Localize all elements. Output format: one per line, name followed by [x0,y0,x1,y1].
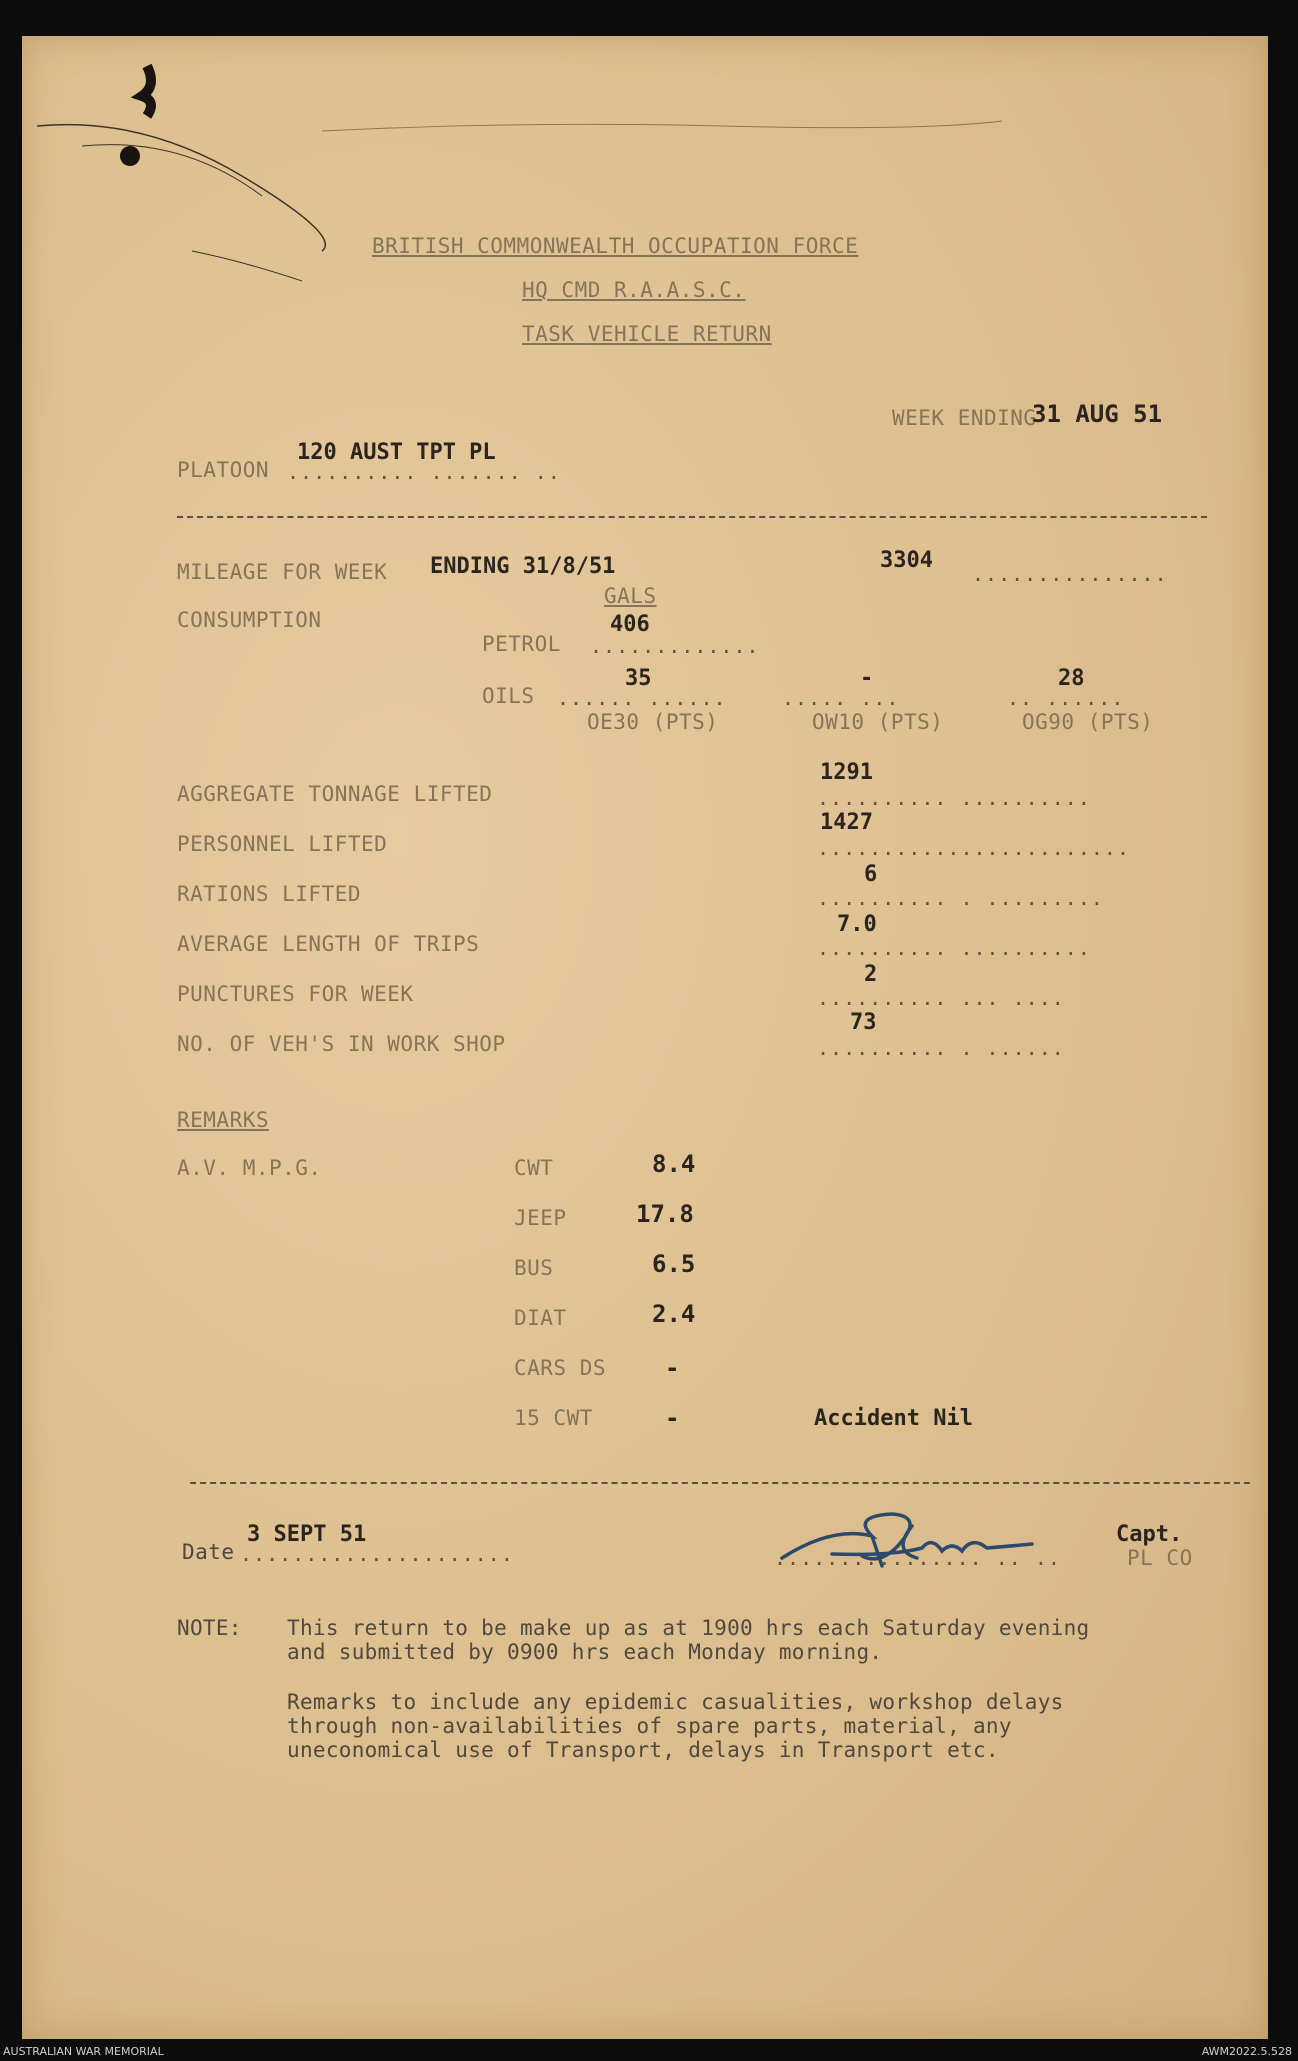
header-subtitle: HQ CMD R.A.A.S.C. [522,278,746,302]
remark-label-diat: DIAT [514,1306,567,1330]
stat-value-rations: 6 [864,862,878,887]
header-form-name: TASK VEHICLE RETURN [522,322,772,346]
stat-label-personnel: PERSONNEL LIFTED [177,832,388,856]
stat-label-trips: AVERAGE LENGTH OF TRIPS [177,932,480,956]
archive-credit-right: AWM2022.5.528 [1201,2045,1292,2058]
note-label: NOTE: [177,1616,242,1640]
date-dots: ..................... [240,1542,514,1566]
date-label: Date [182,1540,235,1564]
petrol-dots: ............. [590,634,760,658]
week-ending-value: 31 AUG 51 [1032,400,1163,428]
stat-value-trips: 7.0 [837,912,877,937]
remark-label-cars: CARS DS [514,1356,607,1380]
stat-label-workshop: NO. OF VEH'S IN WORK SHOP [177,1032,506,1056]
stat-label-rations: RATIONS LIFTED [177,882,362,906]
remark-value-cars: - [665,1354,680,1382]
signature-position: PL CO [1127,1546,1193,1570]
remark-label-15cwt: 15 CWT [514,1406,593,1430]
stat-dots-tonnage: .......... .......... [817,786,1091,810]
og90-label: OG90 (PTS) [1022,710,1154,734]
avmpg-label: A.V. M.P.G. [177,1156,322,1180]
accident-remark: Accident Nil [814,1406,973,1431]
remark-label-cwt: CWT [514,1156,554,1180]
consumption-label: CONSUMPTION [177,608,322,632]
platoon-dots: .......... ....... .. [287,460,561,484]
remark-value-diat: 2.4 [652,1300,696,1328]
mileage-label: MILEAGE FOR WEEK [177,560,388,584]
stat-value-personnel: 1427 [820,810,873,835]
ow10-value: - [860,666,874,691]
header-title: BRITISH COMMONWEALTH OCCUPATION FORCE [372,234,859,258]
note-line-5: uneconomical use of Transport, delays in Transport etc. [287,1738,999,1762]
remark-label-bus: BUS [514,1256,554,1280]
stat-dots-punctures: .......... ... .... [817,986,1065,1010]
oe30-label: OE30 (PTS) [587,710,719,734]
remark-value-bus: 6.5 [652,1250,696,1278]
note-line-3: Remarks to include any epidemic casualities, workshop delays [287,1690,1064,1714]
stat-dots-personnel: ........................ [817,836,1130,860]
oils-dots-2: ..... ... [782,686,900,710]
document-page [22,36,1268,2039]
mileage-typed: ENDING 31/8/51 [430,554,616,579]
remark-label-jeep: JEEP [514,1206,567,1230]
stat-dots-rations: .......... . ......... [817,886,1104,910]
divider-bottom [190,1482,1250,1484]
note-line-4: through non-availabilities of spare parts, material, any [287,1714,1012,1738]
signature-image [772,1496,1092,1586]
platoon-value: 120 AUST TPT PL [297,440,496,465]
ow10-label: OW10 (PTS) [812,710,944,734]
remarks-label: REMARKS [177,1108,270,1132]
date-value: 3 SEPT 51 [247,1522,367,1547]
oils-dots-3: .. ...... [1007,686,1125,710]
stat-value-punctures: 2 [864,962,878,987]
platoon-label: PLATOON [177,458,270,482]
stat-dots-trips: .......... .......... [817,936,1091,960]
divider-top [177,516,1207,518]
gals-label: GALS [604,584,657,608]
stat-label-tonnage: AGGREGATE TONNAGE LIFTED [177,782,493,806]
remark-value-cwt: 8.4 [652,1150,696,1178]
mileage-value: 3304 [880,548,933,573]
signature-dots: ................ .. .. [774,1546,1061,1570]
petrol-value: 406 [610,612,650,637]
stat-value-workshop: 73 [850,1010,877,1035]
remark-value-15cwt: - [665,1404,680,1432]
signature-rank: Capt. [1116,1522,1183,1547]
week-ending-label: WEEK ENDING [892,406,1037,430]
oils-label: OILS [482,684,535,708]
oils-dots-1: ...... ...... [557,686,727,710]
archive-credit-left: AUSTRALIAN WAR MEMORIAL [3,2045,164,2058]
remark-value-jeep: 17.8 [636,1200,694,1228]
stat-dots-workshop: .......... . ...... [817,1036,1065,1060]
stat-value-tonnage: 1291 [820,760,873,785]
og90-value: 28 [1058,666,1085,691]
mileage-dots: ............... [972,562,1168,586]
note-line-2: and submitted by 0900 hrs each Monday morning. [287,1640,883,1664]
note-line-1: This return to be make up as at 1900 hrs each Saturday evening [287,1616,1090,1640]
stat-label-punctures: PUNCTURES FOR WEEK [177,982,414,1006]
oe30-value: 35 [625,666,652,691]
petrol-label: PETROL [482,632,561,656]
